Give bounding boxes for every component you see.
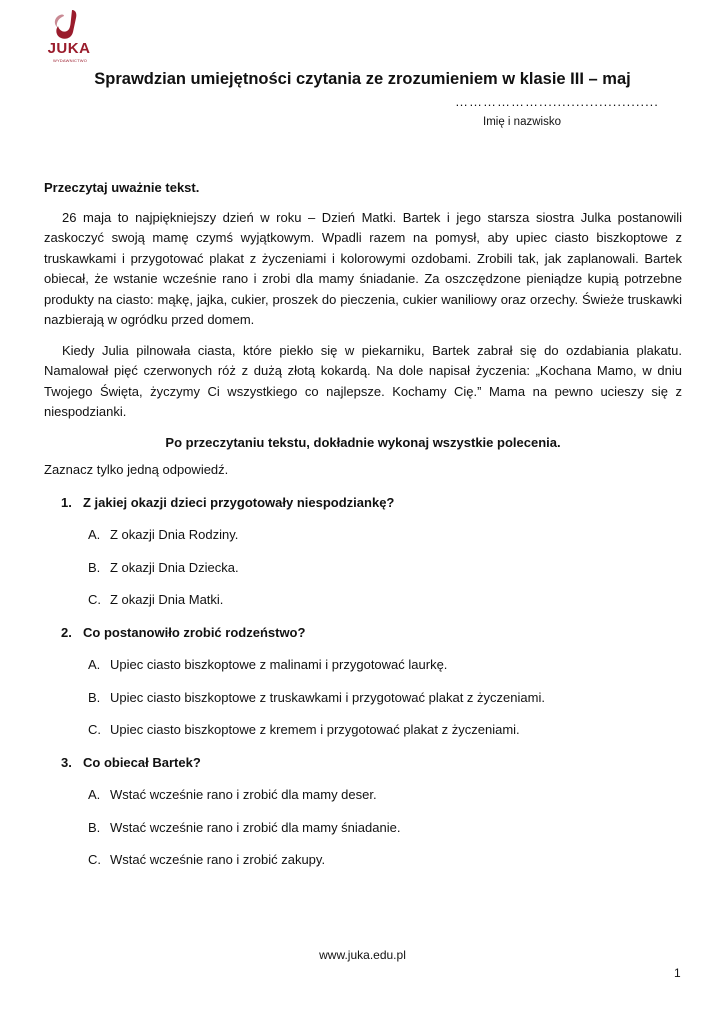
answer-option[interactable] [88, 785, 682, 806]
page-number: 1 [674, 966, 681, 980]
question-1 [44, 493, 682, 611]
name-label: Imię i nazwisko [483, 116, 561, 128]
option-text: Z okazji Dnia Rodziny. [110, 527, 239, 542]
text-paragraph-1: 26 maja to najpiękniejszy dzień w roku – Dzień Matki. Bartek i jego starsza siostra Julka postanowili zaskoczyć swoją mamę czymś wyjątkowym. Wpadli razem na pomysł, aby upiec ciasto biszkoptowe z truskawkami i przygotować plakat z życzeniami i kolorowymi ozdobami. Zrobili tak, jak zaplanowali. Bartek obiecał, że wstanie wcześnie rano i zrobi dla mamy śniadanie. Za oszczędzone pieniądze kupią potrzebne produkty na ciasto: mąkę, jajka, cukier, proszek do pieczenia, cukier waniliowy oraz orzechy. Świeże truskawki nazbierają w ogródku przed domem. [44, 209, 682, 327]
option-text: Wstać wcześnie rano i zrobić zakupy. [110, 852, 326, 867]
answer-option[interactable] [88, 850, 682, 871]
answer-options [44, 525, 682, 611]
answer-option[interactable] [88, 818, 682, 839]
option-letter: B. [88, 559, 101, 575]
answer-options [44, 655, 682, 741]
option-letter: B. [88, 819, 101, 835]
option-text: Z okazji Dnia Matki. [110, 592, 224, 607]
question-number: 2. [61, 624, 72, 640]
option-letter: B. [88, 689, 101, 705]
question-number: 3. [61, 754, 72, 770]
answer-option[interactable] [88, 655, 682, 676]
text-paragraph-2: Kiedy Julia pilnowała ciasta, które piekło się w piekarniku, Bartek zabrał się do ozdabiania plakatu. Namalował pięć czerwonych róż z dużą złotą kokardą. Na dole napisał życzenia: „Kochana Mamo, w dniu Twojego Święta, życzymy Ci wszystkiego co najlepsze. Kochamy Cię.” Mama na pewno ucieszy się z niespodzianki. [44, 342, 682, 419]
question-3 [44, 753, 682, 871]
option-letter: A. [88, 657, 101, 672]
footer-url: www.juka.edu.pl [319, 948, 406, 962]
question-text [44, 623, 682, 644]
option-text: Upiec ciasto biszkoptowe z malinami i przygotować laurkę. [110, 657, 448, 672]
option-text: Upiec ciasto biszkoptowe z kremem i przygotować plakat z życzeniami. [110, 722, 520, 737]
answer-option[interactable] [88, 525, 682, 546]
page-title: Sprawdzian umiejętności czytania ze zrozumieniem w klasie III – maj [94, 70, 631, 88]
answer-option[interactable] [88, 590, 682, 611]
question-label: Z jakiej okazji dzieci przygotowały niespodziankę? [83, 494, 395, 510]
option-text: Z okazji Dnia Dziecka. [110, 559, 239, 575]
answer-option[interactable] [88, 720, 682, 741]
answer-option[interactable] [88, 688, 682, 709]
question-label: Co obiecał Bartek? [83, 754, 201, 770]
option-text: Upiec ciasto biszkoptowe z truskawkami i przygotować plakat z życzeniami. [110, 689, 545, 705]
worksheet-content [44, 178, 682, 883]
question-text [44, 493, 682, 514]
logo-subtitle: WYDAWNICTWO [52, 58, 88, 63]
answer-instruction: Zaznacz tylko jedną odpowiedź. [44, 462, 229, 477]
publisher-logo [46, 8, 96, 66]
question-2 [44, 623, 682, 741]
option-letter: C. [88, 852, 101, 867]
logo-mark-icon [46, 8, 92, 42]
answer-option[interactable] [88, 558, 682, 579]
answer-options [44, 785, 682, 871]
option-letter: C. [88, 722, 101, 737]
reading-instruction: Przeczytaj uważnie tekst. [44, 180, 200, 195]
name-line: ……………….......................... [455, 94, 659, 109]
option-letter: C. [88, 592, 101, 607]
option-text: Wstać wcześnie rano i zrobić dla mamy deser. [110, 787, 377, 802]
question-number: 1. [61, 494, 72, 510]
question-label: Co postanowiło zrobić rodzeństwo? [83, 624, 306, 640]
option-letter: A. [88, 527, 101, 542]
logo-name: JUKA [47, 40, 91, 57]
task-instruction: Po przeczytaniu tekstu, dokładnie wykonaj wszystkie polecenia. [165, 434, 561, 450]
option-letter: A. [88, 787, 101, 802]
question-text [44, 753, 682, 774]
option-text: Wstać wcześnie rano i zrobić dla mamy śniadanie. [110, 819, 401, 835]
